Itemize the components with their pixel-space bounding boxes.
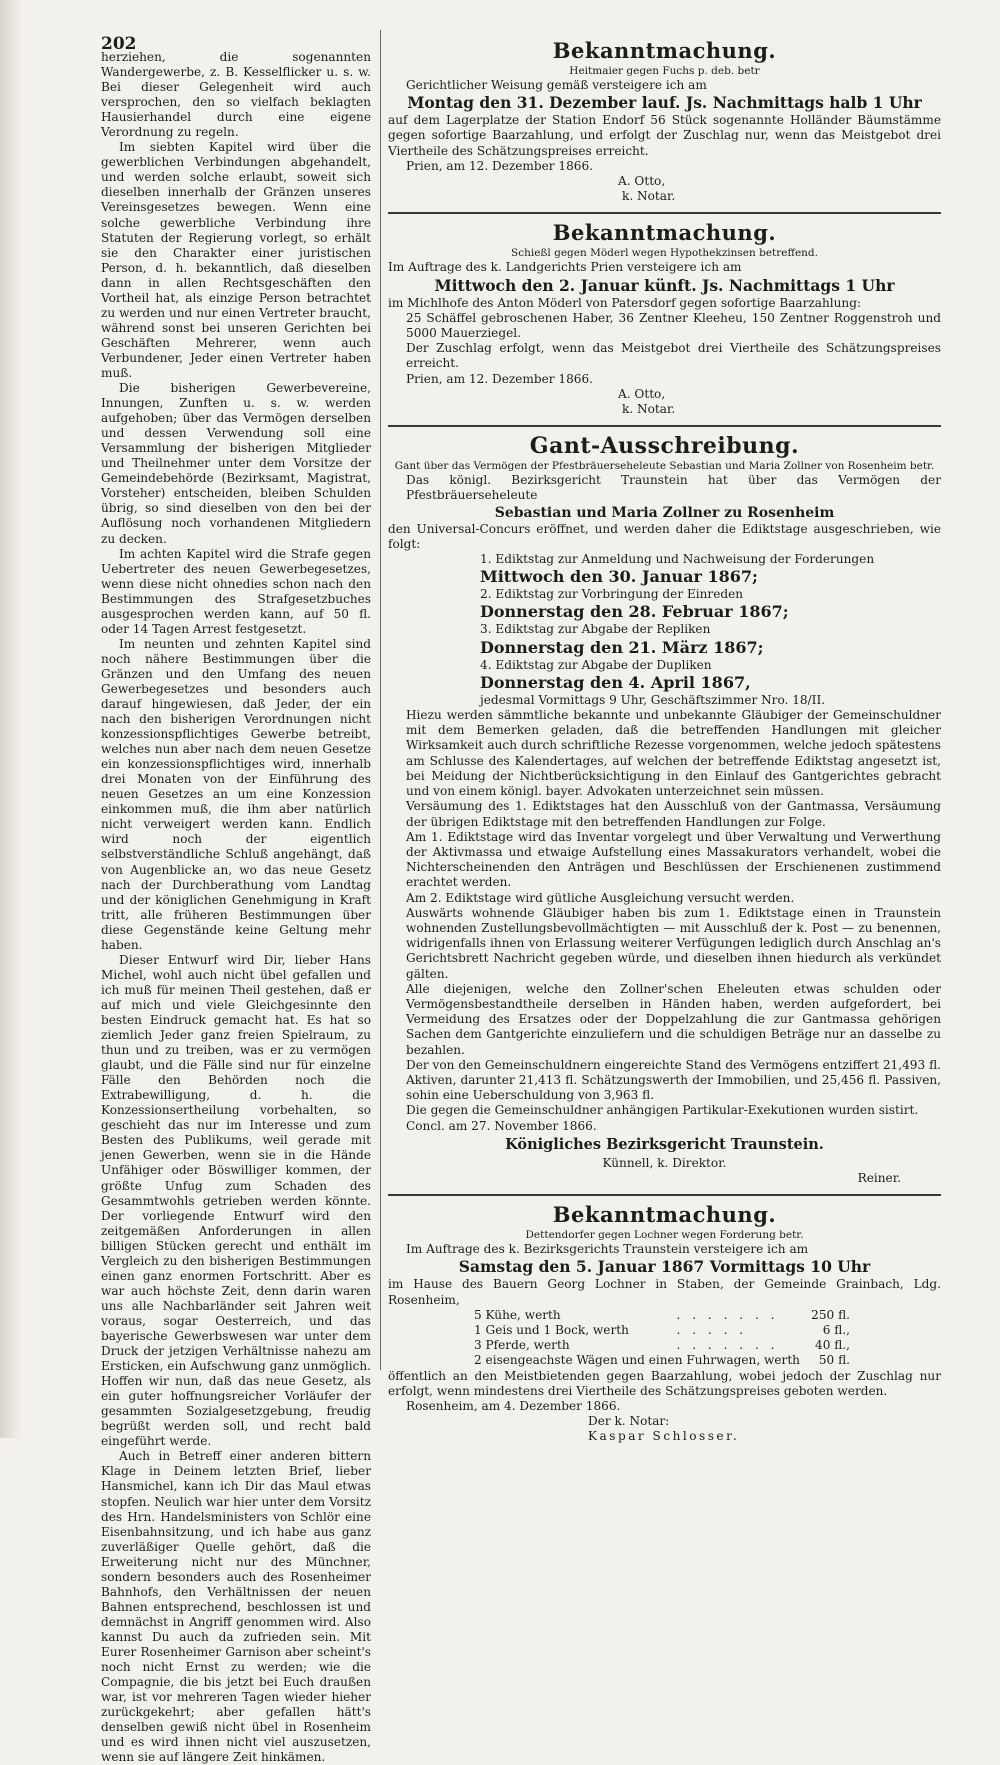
signer-name: A. Otto,	[618, 174, 666, 189]
page-binding-edge	[0, 0, 22, 1438]
inventory-value: 50 fl.	[818, 1353, 850, 1368]
notice-intro: Gerichtlicher Weisung gemäß versteigere ich am	[406, 78, 707, 92]
gant-paragraph: Versäumung des 1. Ediktstages hat den Ausschluß von der Gantmassa, Versäumung der übrigen Ediktstage mit den betreffenden Handlungen zur Folge.	[406, 799, 941, 829]
left-paragraph: Im siebten Kapitel wird über die gewerblichen Verbindungen abgehandelt, und werden solche erlaubt, soweit sich dieselben innerhalb der Gränzen unseres Vereinsgesetzes bewegen. Wenn eine solche gewerbliche Verbindung ihre Statuten der Regierung vorlegt, so erhält sie den Charakter einer juristischen Person, d. h. bekanntlich, daß dieselben dann in allen Rechtsgeschäften den Vortheil hat, als einzige Person betrachtet zu werden und nur einen Vertreter braucht, während sonst bei unseren Gerichten bei Geschäften Mehrerer, wenn auch Verbundener, Jeder einen Vertreter haben muß.	[101, 140, 371, 380]
notice-heading: Bekanntmachung.	[552, 38, 777, 63]
inventory-label: 5 Kühe, werth	[474, 1307, 561, 1322]
notice-body: im Hause des Bauern Georg Lochner in Staben, der Gemeinde Grainbach, Ldg. Rosenheim,	[388, 1277, 941, 1307]
inventory-value: 6 fl.,	[822, 1322, 850, 1337]
notice-body: im Michlhofe des Anton Möderl von Patersdorf gegen sofortige Baarzahlung:	[388, 295, 862, 310]
notice-auction-endorf	[388, 38, 941, 204]
left-paragraph: Die bisherigen Gewerbevereine, Innungen, Zunften u. s. w. werden aufgehoben; über das Vermögen derselben und dessen Verwendung soll eine Versammlung der bisherigen Mitglieder und Theilnehmer unter dem Vorsitze der Gemeindebehörde (Bezirksamt, Magistrat, Vorsteher) entscheiden, bleiben Schulden übrig, so sind dieselben von den bei der Auflösung noch vorhandenen Mitgliedern zu decken.	[101, 381, 371, 546]
notice-body2: öffentlich an den Meistbietenden gegen Baarzahlung, wobei jedoch der Zuschlag nur erfolgt, wenn mindestens drei Viertheile des Schätzungspreises geboten werden.	[388, 1368, 941, 1398]
notice-condition: Der Zuschlag erfolgt, wenn das Meistgebot drei Viertheile des Schätzungspreises erreicht.	[406, 341, 941, 371]
edikt-item-date: Donnerstag den 28. Februar 1867;	[480, 602, 789, 622]
left-paragraph: Im neunten und zehnten Kapitel sind noch nähere Bestimmungen über die Gränzen und den Umfang des neuen Gewerbegesetzes und besonders auch darauf hingewiesen, daß Jeder, der ein nach den bisherigen Verordnungen nicht konzessionspflichtiges Gewerbe betreibt, welches nun aber nach dem neuen Gesetze ein konzessionspflichtiges wird, innerhalb drei Monaten von der Einführung des neuen Gesetzes an um eine Konzession einkommen muß, die ihm aber natürlich nicht verweigert werden kann. Endlich wird noch der eigentlich selbstverständliche Schluß angehängt, daß von Augenblicke an, wo das neue Gesetz nach der Durchberathung vom Landtag und der königlichen Genehmigung in Kraft tritt, alle früheren Bestimmungen über diese Gegenstände keine Geltung mehr haben.	[101, 636, 371, 952]
inventory-dots: . . . . . . .	[676, 1307, 779, 1322]
notice-place-date: Prien, am 12. Dezember 1866.	[406, 371, 594, 386]
concl-date: Concl. am 27. November 1866.	[406, 1118, 597, 1133]
gant-paragraph: Alle diejenigen, welche den Zollner'schen Eheleuten etwas schulden oder Vermögensbestandtheile derselben in Händen haben, werden aufgefordert, bei Vermeidung des Ersatzes oder der Doppelzahlung die zur Gantmassa gehörigen Sachen dem Gantgerichte einzuliefern und die schuldigen Beträge nur an dasselbe zu bezahlen.	[406, 981, 941, 1057]
inventory-label: 1 Geis und 1 Bock, werth	[474, 1322, 629, 1337]
notice-subheading: Heitmaier gegen Fuchs p. deb. betr	[569, 65, 760, 77]
notice-place-date: Prien, am 12. Dezember 1866.	[406, 158, 594, 173]
edikt-item-date: Donnerstag den 4. April 1867,	[480, 672, 751, 692]
inventory-label: 3 Pferde, werth	[474, 1338, 570, 1353]
edikt-item-date: Donnerstag den 21. März 1867;	[480, 637, 764, 657]
notice-date-line: Mittwoch den 2. Januar künft. Js. Nachmittags 1 Uhr	[434, 275, 895, 295]
edikt-item-label: 1. Ediktstag zur Anmeldung und Nachweisung der Forderungen	[480, 552, 875, 567]
signer-title: k. Notar.	[622, 402, 676, 417]
notice-body: auf dem Lagerplatze der Station Endorf 56 Stück sogenannte Holländer Bäumstämme gegen sofortige Baarzahlung, und erfolgt der Zuschlag nur, wenn das Meistgebot drei Viertheile des Schätzungspreises erreicht.	[388, 113, 941, 158]
left-paragraph: Im achten Kapitel wird die Strafe gegen Uebertreter des neuen Gewerbegesetzes, wenn diese nicht ohnedies schon nach den Bestimmungen des Strafgesetzbuches ausgesprochen werden kann, auf 50 fl. oder 14 Tagen Arrest festgesetzt.	[101, 546, 371, 636]
gant-paragraph: Die gegen die Gemeinschuldner anhängigen Partikular-Exekutionen wurden sistirt.	[406, 1103, 919, 1118]
gant-paragraph: Der von den Gemeinschuldnern eingereichte Stand des Vermögens entziffert 21,493 fl. Aktiven, darunter 21,413 fl. Schätzungswerth der Immobilien, und 25,456 fl. Passiven, sohin eine Ueberschuldung von 3,963 fl.	[406, 1057, 941, 1103]
inventory-value: 250 fl.	[811, 1307, 850, 1322]
section-rule	[388, 1194, 941, 1196]
edikt-time-line: jedesmal Vormittags 9 Uhr, Geschäftszimmer Nro. 18/II.	[480, 692, 826, 707]
signer-title: k. Notar.	[622, 189, 676, 204]
inventory-row	[474, 1353, 854, 1368]
notice-place-date: Rosenheim, am 4. Dezember 1866.	[406, 1399, 621, 1413]
inventory-dots: . . . . .	[676, 1322, 748, 1337]
left-paragraph: herziehen, die sogenannten Wandergewerbe, z. B. Kesselflicker u. s. w. Bei dieser Gelegenheit wird auch versprochen, den so vielfach beklagten Hausierhandel durch eine eigene Verordnung zu regeln.	[101, 50, 371, 140]
notice-intro2: den Universal-Concurs eröffnet, und werden daher die Ediktstage ausgeschrieben, wie folgt:	[388, 521, 941, 551]
notice-intro: Das königl. Bezirksgericht Traunstein hat über das Vermögen der Pfestbräuerseheleute	[406, 473, 941, 503]
edikt-list	[388, 552, 941, 708]
court-clerk: Reiner.	[857, 1170, 901, 1185]
inventory-dots: . . . . . . .	[676, 1338, 779, 1353]
gant-paragraph: Am 2. Ediktstage wird gütliche Ausgleichung versucht werden.	[406, 890, 795, 905]
notice-subheading: Dettendorfer gegen Lochner wegen Forderung betr.	[525, 1229, 804, 1242]
edikt-item-label: 2. Ediktstag zur Vorbringung der Einreden	[480, 587, 744, 602]
court-name: Königliches Bezirksgericht Traunstein.	[505, 1135, 824, 1153]
left-paragraph: Dieser Entwurf wird Dir, lieber Hans Michel, wohl auch nicht übel gefallen und ich muß für meinen Theil gestehen, daß er auf mich und viele Gleichgesinnte den besten Eindruck gemacht hat. Es hat so ziemlich Jeder ganz freien Spielraum, zu thun und zu treiben, was er zu vermögen glaubt, und die Fälle sind nur für einzelne Fälle den Behörden noch die Extrabewilligung, d. h. die Konzessionsertheilung vorbehalten, so geschieht das nur im Interesse und zum Besten des Publikums, weil gerade mit jenen Gewerben, wenn sie in die Hände Unfähiger oder Böswilliger kommen, der größte Unfug zum Schaden des Gesammtwohls getrieben werden könnte. Der vorliegende Entwurf wird den zeitgemäßen Anforderungen in allen billigen Stücken gerecht und enthält im Vergleich zu den bisherigen Bestimmungen einen ganz enormen Fortschritt. Aber es war auch höchste Zeit, denn darin waren uns alle Nachbarländer seit Jahren weit voraus, sogar Oesterreich, und das bayerische Gewerbswesen war unter dem Druck der jetzigen Verhältnisse nahezu am Ersticken, ein Aufschwung ganz unmöglich. Hoffen wir nun, daß das neue Gesetz, als ein guter hoffnungsreicher Vorläufer der gesammten Sozialgesetzgebung, freudig begrüßt werden soll, und recht bald eingeführt werde.	[101, 952, 371, 1449]
notice-date-line: Samstag den 5. Januar 1867 Vormittags 10 Uhr	[458, 1257, 871, 1277]
inventory-row	[474, 1308, 854, 1323]
notice-goods: 25 Schäffel gebroschenen Haber, 36 Zentner Kleeheu, 150 Zentner Roggenstroh und 5000 Mauerziegel.	[406, 310, 941, 341]
notice-signer	[388, 1414, 941, 1444]
notice-signer	[388, 174, 941, 204]
signer-name: A. Otto,	[618, 386, 666, 401]
notice-heading: Bekanntmachung.	[552, 220, 777, 246]
page-number: 202	[101, 34, 137, 54]
edikt-item-date: Mittwoch den 30. Januar 1867;	[480, 567, 758, 587]
edikt-item-label: 3. Ediktstag zur Abgabe der Repliken	[480, 622, 711, 637]
notice-intro: Im Auftrage des k. Bezirksgerichts Traunstein versteigere ich am	[406, 1242, 809, 1257]
section-rule	[388, 212, 941, 214]
notice-auction-michlhof	[388, 220, 941, 417]
signer-name: Kaspar Schlosser.	[588, 1429, 740, 1444]
gant-paragraph: Auswärts wohnende Gläubiger haben bis zum 1. Ediktstage einen in Traunstein wohnenden Zustellungsbevollmächtigten — mit Ausschluß der k. Post — zu benennen, widrigenfalls ihnen von Erlassung weiterer Verfügungen lediglich durch Anschlag an's Gerichtsbrett Nachricht gegeben würde, und dieselben ihnen hiedurch als verkündet gälten.	[406, 905, 941, 981]
inventory-table	[474, 1308, 854, 1369]
notice-signer	[388, 387, 941, 417]
notice-heading: Bekanntmachung.	[552, 1202, 777, 1228]
gant-paragraph: Am 1. Ediktstage wird das Inventar vorgelegt und über Verwaltung und Verwerthung der Aktivmassa und etwaige Aufstellung eines Massakurators verhandelt, wobei die Nichterscheinenden den Anträgen und Beschlüssen der Erschienenen zustimmend erachtet werden.	[406, 829, 941, 890]
notice-gant	[388, 433, 941, 1186]
column-divider	[380, 30, 381, 1370]
inventory-label: 2 eisengeachste Wägen und einen Fuhrwagen, werth	[474, 1353, 800, 1368]
right-column	[388, 38, 941, 1445]
gant-paragraph: Hiezu werden sämmtliche bekannte und unbekannte Gläubiger der Gemeinschuldner mit dem Bemerken geladen, daß die betreffenden Handlungen mit gleicher Wirksamkeit auch durch schriftliche Rezesse vorgenommen, welche jedoch spätestens am Schlusse des Kalendertages, auf welchen der betreffende Ediktstag angesetzt ist, bei Meidung der Nichtberücksichtigung in den Einlauf des Gantgerichtes gebracht und von einem königl. bayer. Advokaten unterzeichnet sein müssen.	[406, 708, 941, 799]
left-column	[101, 50, 371, 1765]
inventory-row	[474, 1323, 854, 1338]
notice-auction-staben	[388, 1202, 941, 1444]
notice-heading: Gant-Ausschreibung.	[529, 433, 800, 460]
notice-subheading: Schießl gegen Möderl wegen Hypothekzinsen betreffend.	[511, 247, 818, 260]
signer-title: Der k. Notar:	[588, 1414, 670, 1429]
notice-subheading: Gant über das Vermögen der Pfestbräuerseheleute Sebastian und Maria Zollner von Rosenheim betr.	[394, 460, 935, 473]
debtor-names: Sebastian und Maria Zollner zu Rosenheim	[494, 504, 835, 521]
left-paragraph: Auch in Betreff einer anderen bittern Klage in Deinem letzten Brief, lieber Hansmichel, kann ich Dir das Maul etwas stopfen. Neulich war hier unter dem Vorsitz des Hrn. Handelsministers von Schlör eine Eisenbahnsitzung, und ich habe aus ganz zuverläßiger Quelle gehört, daß die Erweiterung nicht nur des Münchner, sondern besonders auch des Rosenheimer Bahnhofs, den Verhältnissen der neuen Bahnen entsprechend, beschlossen ist und demnächst in Angriff genommen wird. Also kannst Du auch da zufrieden sein. Mit Eurer Rosenheimer Garnison aber scheint's noch nicht Ernst zu werden; wie die Compagnie, die bis jetzt bei Euch draußen war, ist vor mehreren Tagen wieder hieher zurückgekehrt; aber gefallen hätt's denselben gewiß nicht übel in Rosenheim und es wird ihnen nicht viel auszusetzen, wenn sie auf längere Zeit hinkämen.	[101, 1449, 371, 1765]
inventory-value: 40 fl.,	[815, 1338, 850, 1353]
section-rule	[388, 425, 941, 427]
court-director: Künnell, k. Direktor.	[602, 1155, 727, 1170]
edikt-item-label: 4. Ediktstag zur Abgabe der Dupliken	[480, 657, 712, 672]
notice-date-line: Montag den 31. Dezember lauf. Js. Nachmittags halb 1 Uhr	[407, 93, 922, 113]
inventory-row	[474, 1338, 854, 1353]
notice-intro: Im Auftrage des k. Landgerichts Prien versteigere ich am	[388, 260, 742, 275]
